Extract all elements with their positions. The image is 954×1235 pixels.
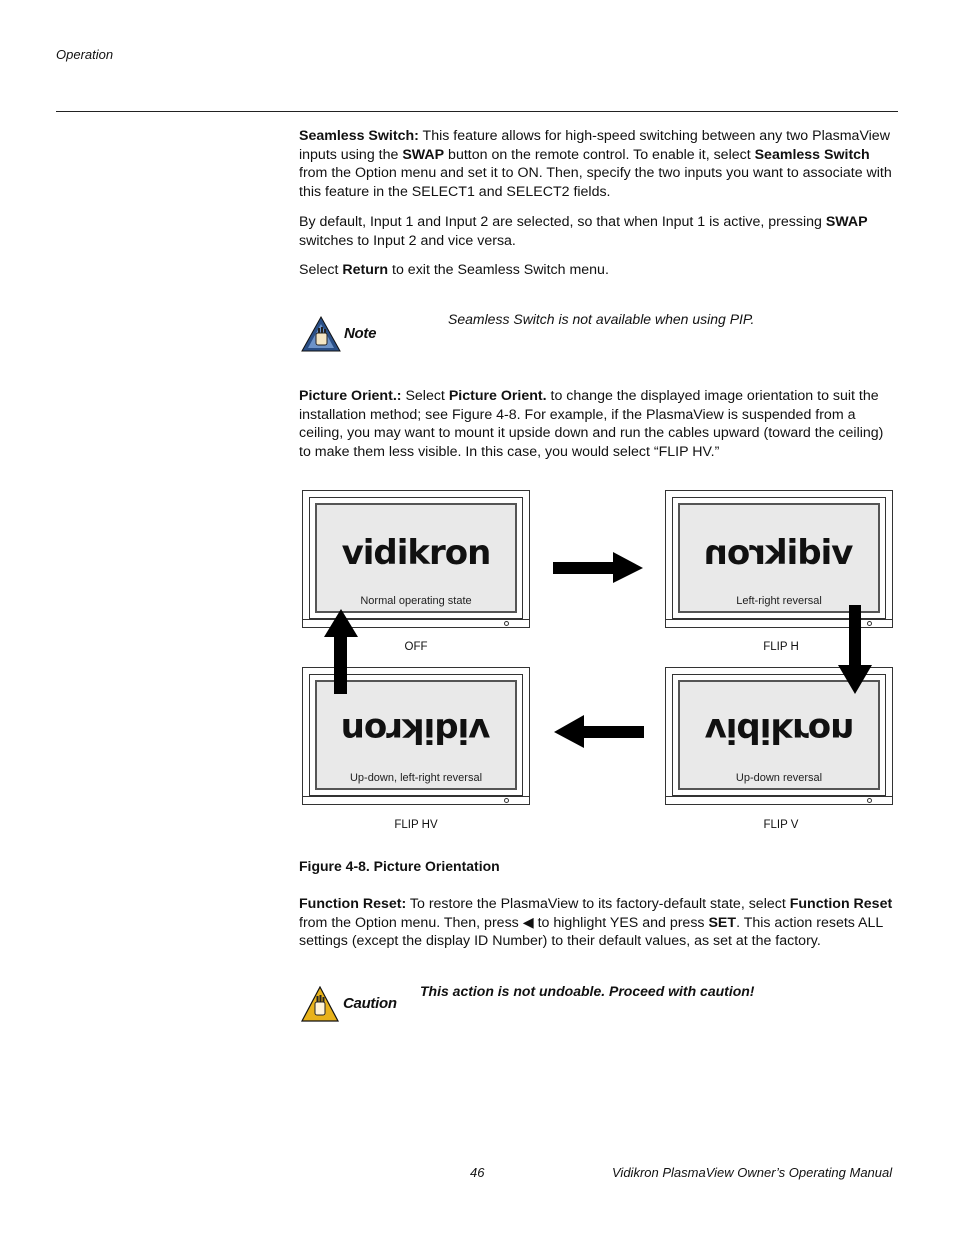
panel-label-flip-v: FLIP V — [763, 819, 799, 831]
function-reset-paragraph — [299, 895, 897, 951]
bold-term: Picture Orient. — [448, 388, 547, 404]
seamless-return-paragraph — [299, 261, 897, 280]
vidikron-logo-mirrored: vidikron — [704, 533, 854, 573]
panel-label-flip-hv: FLIP HV — [394, 819, 438, 831]
text-run: to change the displayed image orientation to suit the installation method; see Figure 4-8. For example, if the PlasmaView is suspended from a ceiling, you may want to mount it upside down and run the cables upward (toward the ceiling) to make them less visible. In this case, you would select “FLIP HV.” — [299, 388, 884, 460]
figure-caption: Figure 4-8. Picture Orientation — [299, 858, 500, 874]
tv-state-label: Up-down, left-right reversal — [349, 772, 483, 784]
bold-term: Function Reset: — [299, 896, 407, 912]
bold-term: Function Reset — [789, 896, 893, 912]
text-run: to highlight YES and press — [533, 914, 709, 931]
tv-state-label: Left-right reversal — [736, 595, 822, 607]
running-header: Operation — [56, 47, 114, 62]
text-run: to exit the Seamless Switch menu. — [388, 262, 609, 278]
note-hand-icon — [301, 316, 341, 357]
arrow-down-icon — [837, 605, 873, 695]
text-run: from the Option menu and set it to ON. Then, specify the two inputs you want to associate with this feature in the SELECT1 and SELECT2 fields. — [299, 165, 892, 200]
text-run: switches to Input 2 and vice versa. — [299, 232, 516, 249]
header-rule — [56, 111, 898, 112]
tv-state-label: Up-down reversal — [735, 772, 823, 784]
tv-off — [302, 490, 530, 628]
picture-orient-paragraph — [299, 387, 897, 461]
left-arrow-icon: ◀ — [522, 914, 534, 931]
caution-label: Caution — [343, 995, 397, 1012]
note-label: Note — [344, 325, 377, 342]
text-run: Select — [401, 388, 449, 404]
bold-term: SWAP — [402, 146, 445, 163]
page-number: 46 — [470, 1165, 485, 1180]
caution-hand-icon — [301, 986, 339, 1027]
seamless-switch-paragraph — [299, 127, 897, 201]
manual-title: Vidikron PlasmaView Owner’s Operating Manual — [612, 1165, 893, 1180]
arrow-up-icon — [323, 609, 359, 695]
vidikron-logo-rotated: vidikron — [341, 710, 491, 750]
tv-state-label: Normal operating state — [360, 595, 472, 607]
arrow-left-icon — [553, 715, 645, 749]
text-run: By default, Input 1 and Input 2 are selected, so that when Input 1 is active, pressing — [299, 214, 826, 230]
text-run: Select — [299, 262, 343, 278]
panel-label-flip-h: FLIP H — [763, 641, 799, 653]
text-run: button on the remote control. To enable it, select — [444, 146, 755, 163]
text-run: To restore the PlasmaView to its factory-default state, select — [406, 896, 790, 912]
panel-label-off: OFF — [404, 641, 428, 653]
text-run: . This action resets ALL settings (except the display ID Number) to their default values, as set at the factory. — [299, 914, 883, 950]
bold-term: Picture Orient.: — [299, 388, 402, 404]
arrow-right-icon — [553, 552, 645, 584]
bold-term: SWAP — [825, 214, 868, 230]
bold-term: SET — [708, 914, 737, 931]
bold-term: Seamless Switch: — [299, 128, 419, 144]
vidikron-logo-upside-down: vidikron — [704, 710, 854, 750]
seamless-default-paragraph — [299, 213, 897, 250]
note-text: Seamless Switch is not available when using PIP. — [448, 311, 755, 327]
text-run: from the Option menu. Then, press — [299, 914, 523, 931]
vidikron-logo: vidikron — [341, 533, 491, 573]
caution-text: This action is not undoable. Proceed with caution! — [420, 983, 755, 999]
bold-term: Seamless Switch — [754, 146, 870, 163]
text-run: This feature allows for high-speed switching between any two PlasmaView inputs using the — [299, 128, 890, 163]
bold-term: Return — [342, 262, 389, 278]
